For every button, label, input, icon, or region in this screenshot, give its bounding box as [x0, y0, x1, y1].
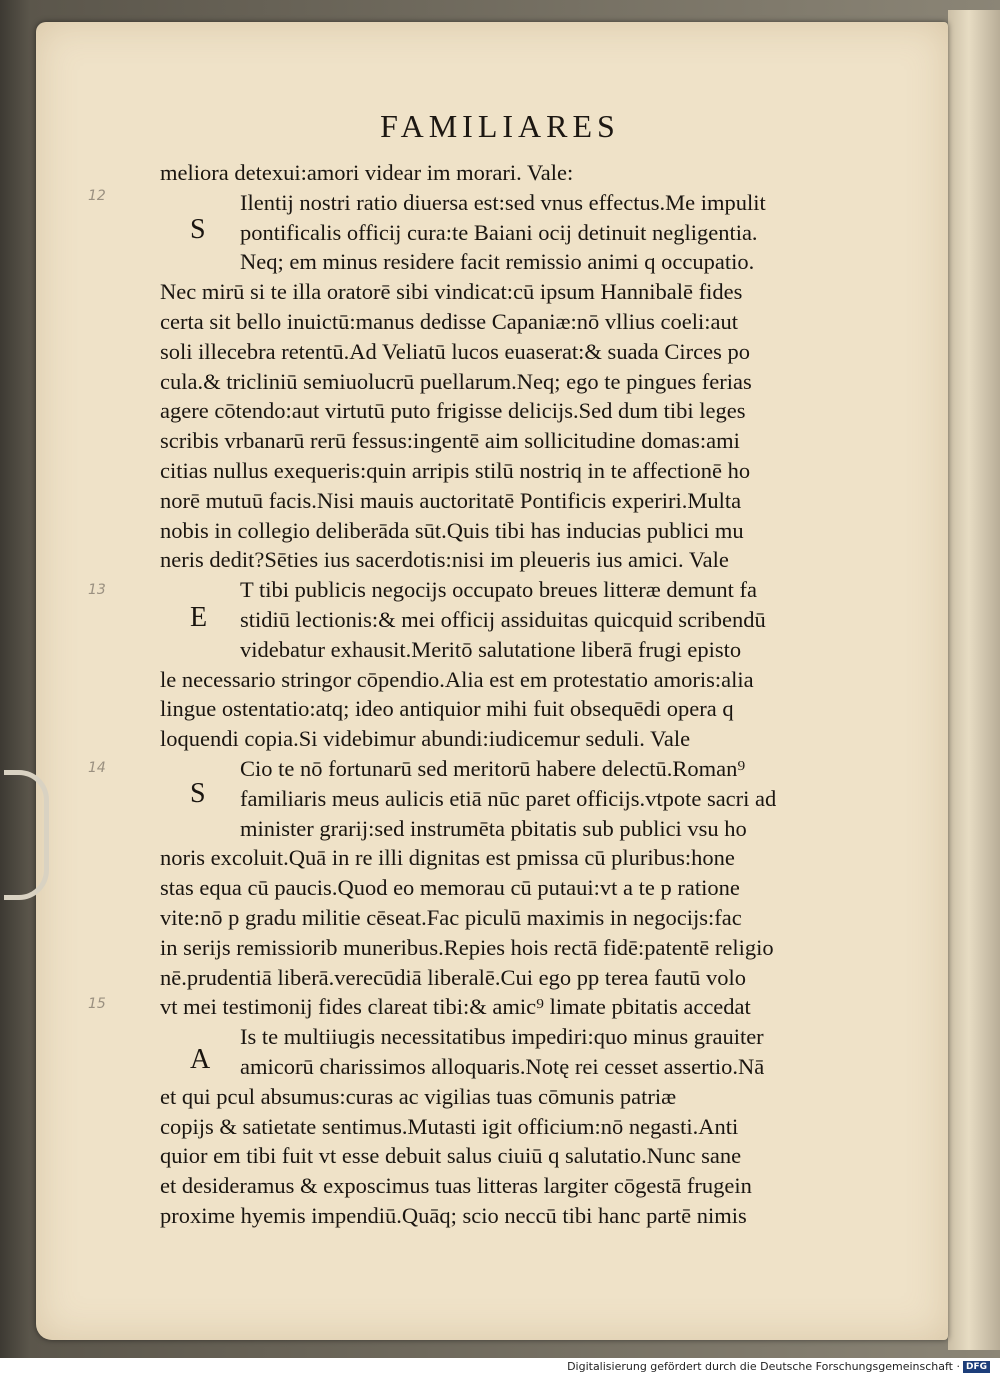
footer-credit	[567, 1360, 990, 1373]
text-line: noris excoluit.Quā in re illi dignitas est pmissa cū pluribus:hone	[160, 845, 735, 871]
text-line: norē mutuū facis.Nisi mauis auctoritatē Pontificis experiri.Multa	[160, 487, 742, 513]
text-line: proxime hyemis impendiū.Quāq; scio neccū tibi hanc partē nimis	[160, 1202, 747, 1228]
text-line: meliora detexui:amori videar im morari. Vale:	[160, 160, 574, 185]
text-line: lingue ostentatio:atq; ideo antiquior mihi fuit obsequēdi opera q	[160, 696, 734, 722]
page-header: FAMILIARES	[380, 108, 620, 144]
text-line: T tibi publicis negocijs occupato breues litteræ demunt fa	[240, 577, 757, 603]
text-line: et desideramus & exposcimus tuas litteras largiter cōgestā frugein	[160, 1173, 752, 1199]
text-line: stas equa cū paucis.Quod eo memorau cū putaui:vt a te p ratione	[160, 875, 740, 901]
text-line: neris dedit?Sēties ius sacerdotis:nisi im pleueris ius amici. Vale	[160, 547, 729, 573]
text-line: nobis in collegio deliberāda sūt.Quis tibi has inducias publici mu	[160, 517, 744, 543]
body-text	[160, 158, 840, 1231]
text-line: et qui pcul absumus:curas ac vigilias tuas cōmunis patriæ	[160, 1083, 677, 1109]
initial-letter: A	[190, 1044, 211, 1075]
text-line: stidiū lectionis:& mei officij assiduitas quicquid scribendū	[240, 606, 766, 632]
text-line: Is te multiiugis necessitatibus impediri:quo minus grauiter	[240, 1024, 764, 1050]
text-line: copijs & satietate sentimus.Mutasti igit officium:nō negasti.Anti	[160, 1113, 739, 1139]
text-line: quior em tibi fuit vt esse debuit salus ciuiū q salutatio.Nunc sane	[160, 1143, 742, 1169]
text-line: pontificalis officij cura:te Baiani ocij detinuit negligentia.	[240, 219, 758, 245]
text-line: Ilentij nostri ratio diuersa est:sed vnus effectus.Me impulit	[240, 189, 766, 215]
book-clip	[4, 770, 49, 900]
text-line: in serijs remissiorib muneribus.Repies hois rectā fidē:patentē religio	[160, 934, 774, 960]
text-line: citias nullus exequeris:quin arripis stilū nostriq in te affectionē ho	[160, 457, 751, 483]
text-line: cula.& tricliniū semiuolucrū puellarum.Neq; ego te pingues ferias	[160, 368, 752, 394]
next-page-edge	[948, 10, 1000, 1350]
text-line: Cio te nō fortunarū sed meritorū habere delectū.Roman⁹	[240, 755, 746, 781]
text-line: minister grarij:sed instrumēta pbitatis sub publici vsu ho	[240, 815, 747, 841]
margin-note: 15	[88, 996, 106, 1012]
text-line: certa sit bello inuictū:manus dedisse Capaniæ:nō vllius coeli:aut	[160, 308, 739, 334]
text-line: videbatur exhausit.Meritō salutatione liberā frugi episto	[240, 636, 742, 662]
margin-note: 12	[88, 188, 106, 204]
text-line: nē.prudentiā liberā.verecūdiā liberalē.Cui ego pp terea fautū volo	[160, 964, 746, 990]
text-line: amicorū charissimos alloquaris.Notę rei cesset assertio.Nā	[240, 1053, 765, 1079]
initial-letter: E	[190, 602, 208, 633]
text-line: familiaris meus aulicis etiā nūc paret officijs.vtpote sacri ad	[240, 785, 777, 811]
margin-note: 13	[88, 582, 106, 598]
text-line: agere cōtendo:aut virtutū puto frigisse delicijs.Sed dum tibi leges	[160, 398, 746, 424]
text-line: vt mei testimonij fides clareat tibi:& amic⁹ limate pbitatis accedat	[160, 994, 751, 1020]
text-line: vite:nō p gradu militie cēseat.Fac piculū maximis in negocijs:fac	[160, 904, 742, 930]
initial-letter: S	[190, 778, 206, 809]
text-line: loquendi copia.Si videbimur abundi:iudicemur seduli. Vale	[160, 726, 691, 752]
initial-letter: S	[190, 214, 206, 245]
text-line: Neq; em minus residere facit remissio animi q occupatio.	[240, 249, 755, 275]
footer-credit-text: Digitalisierung gefördert durch die Deutsche Forschungsgemeinschaft ·	[567, 1360, 960, 1373]
text-line: Nec mirū si te illa oratorē sibi vindicat:cū ipsum Hannibalē fides	[160, 279, 743, 305]
text-line: le necessario stringor cōpendio.Alia est em protestatio amoris:alia	[160, 666, 754, 692]
text-line: soli illecebra retentū.Ad Veliatū lucos euaserat:& suada Circes po	[160, 338, 751, 364]
dfg-logo: DFG	[963, 1361, 990, 1373]
text-line: scribis vrbanarū rerū fessus:ingentē aim sollicitudine domas:ami	[160, 428, 740, 454]
margin-note: 14	[88, 760, 106, 776]
footer-bar	[0, 1358, 1000, 1378]
